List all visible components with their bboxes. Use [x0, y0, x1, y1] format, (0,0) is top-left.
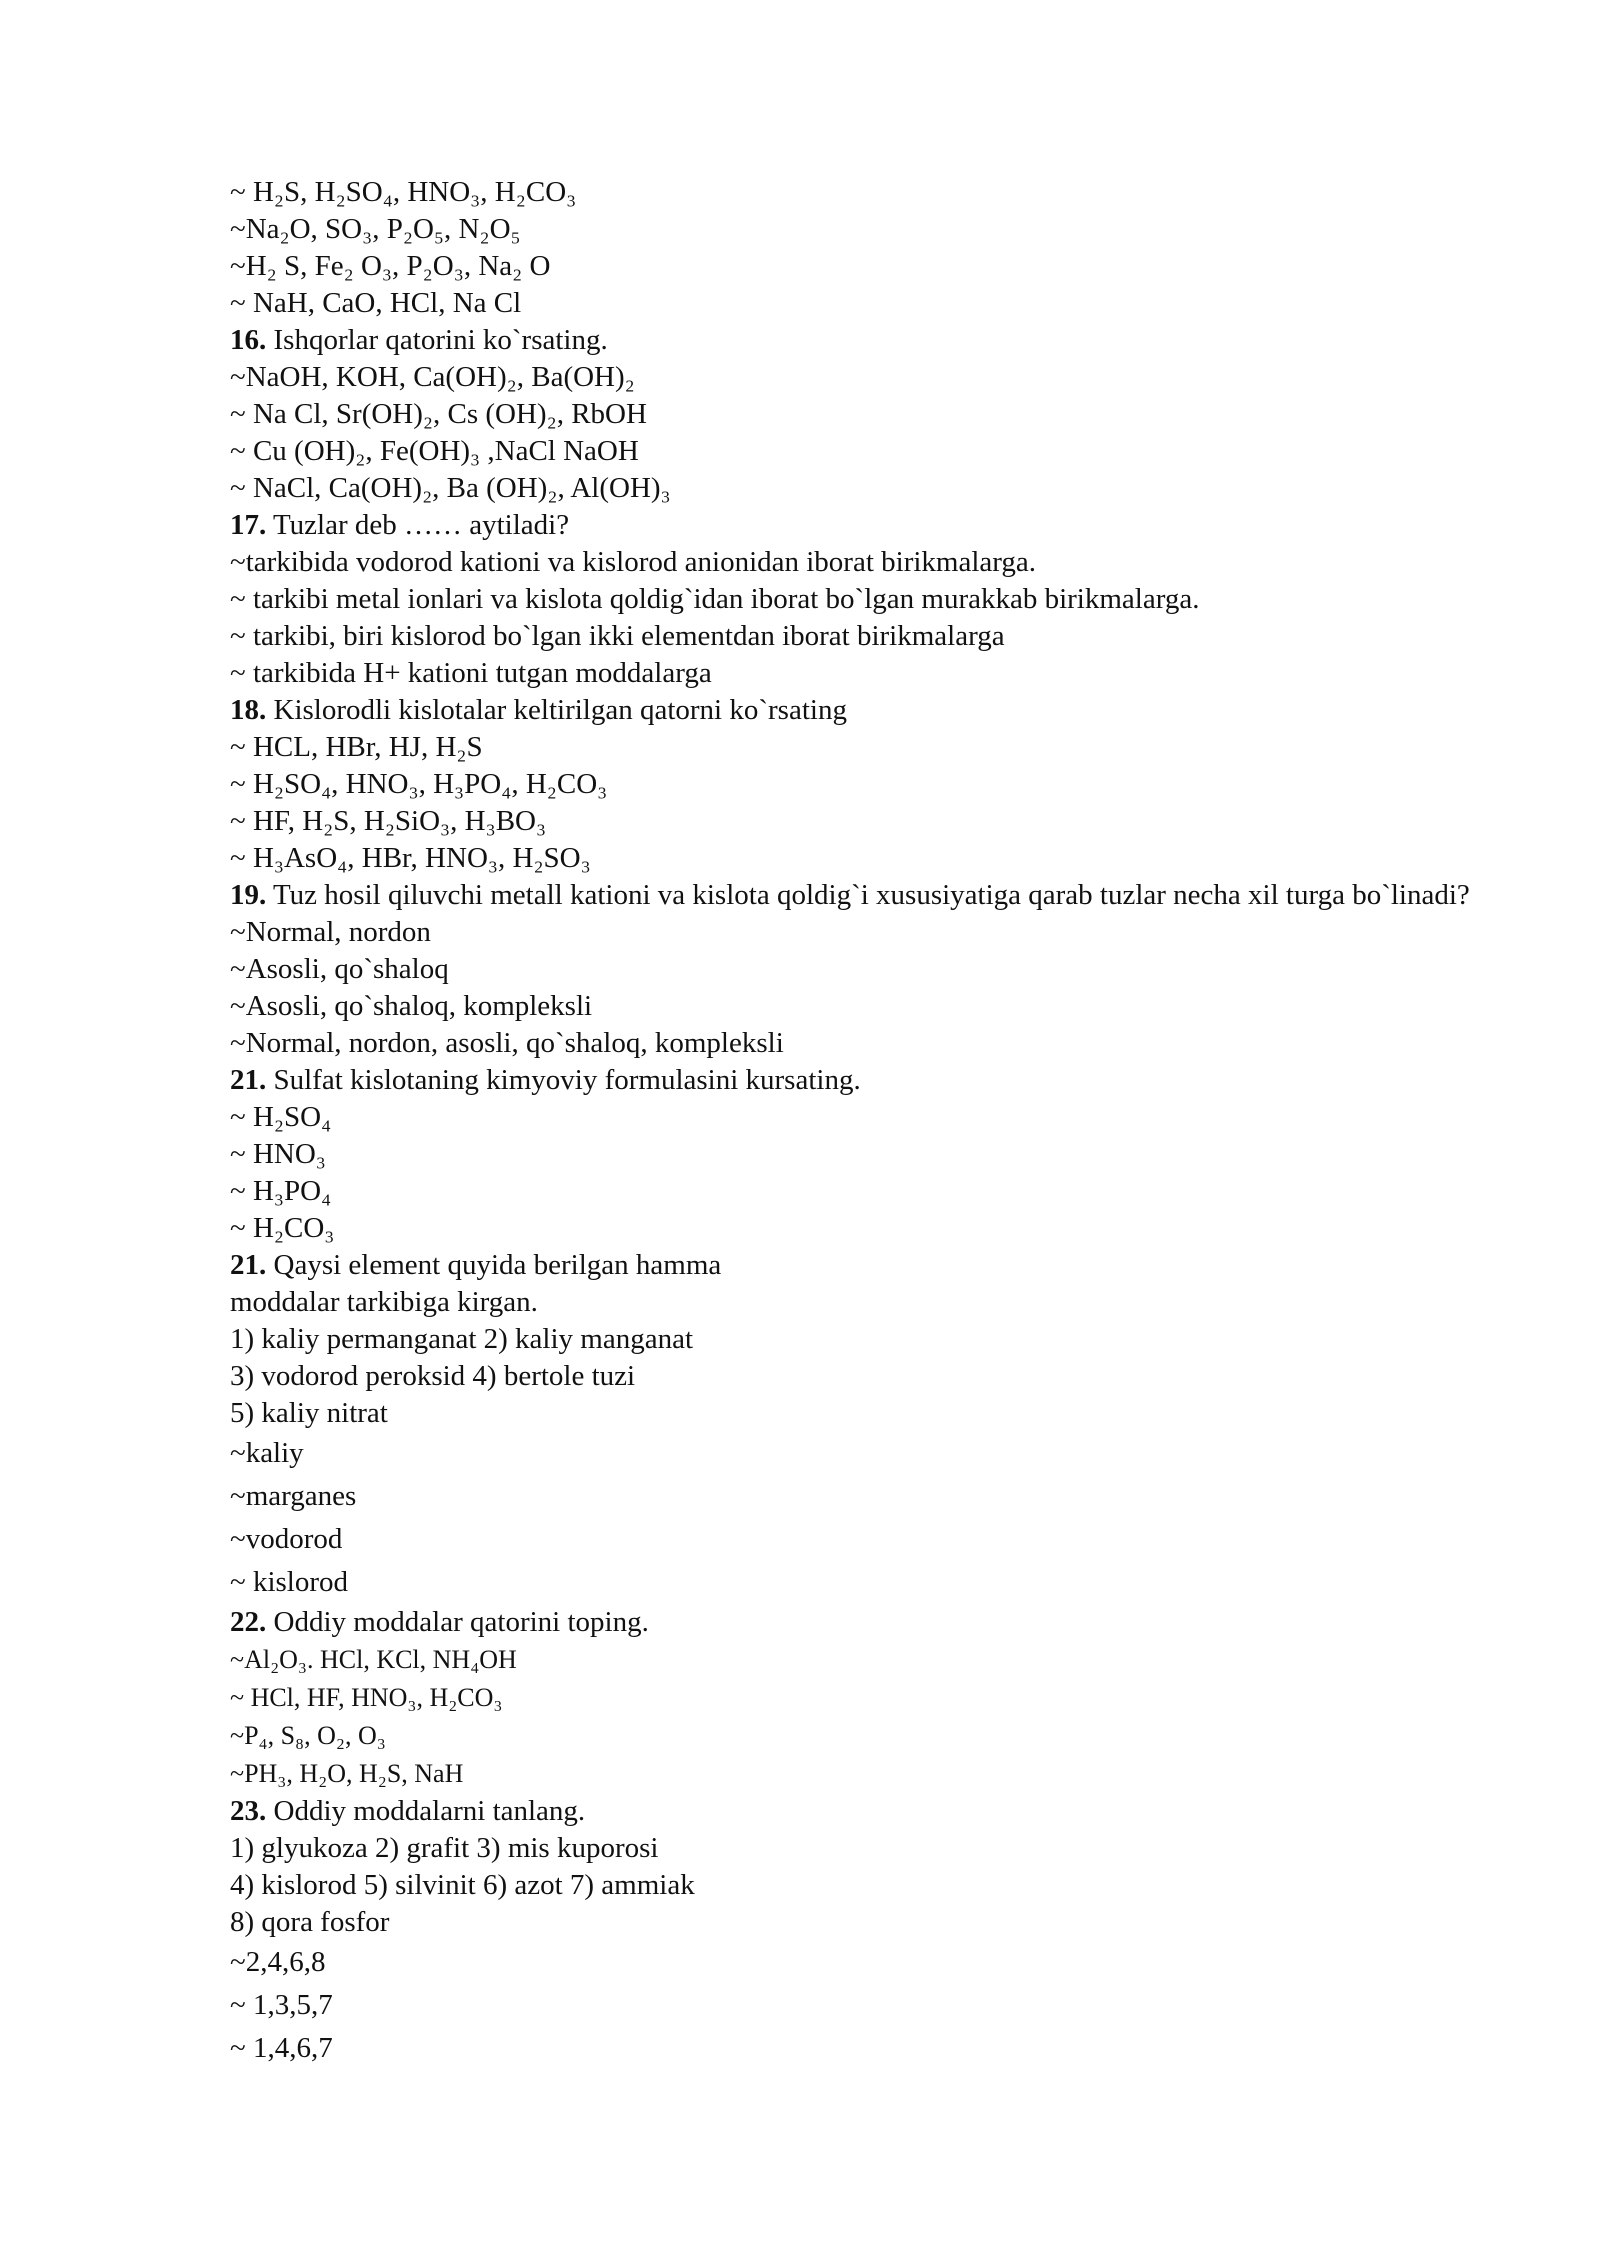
- answer-option: ~ HCl, HF, HNO₃, H₂CO₃: [230, 1683, 503, 1712]
- question-text: Tuz hosil qiluvchi metall kationi va kislota qoldig`i xususiyatiga qarab tuzlar necha xil turga bo`linadi?: [266, 879, 1470, 911]
- answer-option: ~ H₃PO₄: [230, 1175, 332, 1207]
- answer-option: ~kaliy: [230, 1437, 304, 1469]
- answer-option: ~P₄, S₈, O₂, O₃: [230, 1721, 386, 1750]
- answer-option: moddalar tarkibiga kirgan.: [230, 1286, 538, 1318]
- answer-option: 1) glyukoza 2) grafit 3) mis kuporosi: [230, 1832, 659, 1864]
- question-number: 21.: [230, 1064, 267, 1096]
- answer-option: ~NaOH, KOH, Ca(OH)₂, Ba(OH)₂: [230, 361, 635, 393]
- answer-option: ~ kislorod: [230, 1566, 348, 1598]
- answer-option: ~ NaCl, Ca(OH)₂, Ba (OH)₂, Al(OH)₃: [230, 472, 671, 504]
- answer-option: ~H₂ S, Fe₂ O₃, P₂O₃, Na₂ O: [230, 250, 551, 282]
- question-text: Oddiy moddalarni tanlang.: [266, 1795, 586, 1827]
- answer-option: ~ 1,4,6,7: [230, 2032, 333, 2064]
- answer-option: ~ tarkibi metal ionlari va kislota qoldig`idan iborat bo`lgan murakkab birikmalarga.: [230, 583, 1200, 615]
- answer-option: ~ Na Cl, Sr(OH)₂, Cs (OH)₂, RbOH: [230, 398, 647, 430]
- question-heading: [230, 1062, 1530, 1099]
- question-number: 23.: [230, 1795, 267, 1827]
- question-text: Tuzlar deb …… aytiladi?: [266, 509, 570, 541]
- quiz-content: [230, 174, 1530, 2070]
- question-heading: [230, 1604, 1530, 1641]
- answer-option: ~ 1,3,5,7: [230, 1989, 333, 2021]
- answer-option: ~ HF, H₂S, H₂SiO₃, H₃BO₃: [230, 805, 547, 837]
- answer-option: ~tarkibida vodorod kationi va kislorod anionidan iborat birikmalarga.: [230, 546, 1037, 578]
- question-heading: [230, 877, 1530, 914]
- answer-option: ~ H₃AsO₄, HBr, HNO₃, H₂SO₃: [230, 842, 591, 874]
- answer-option: ~Normal, nordon: [230, 916, 431, 948]
- question-number: 17.: [230, 509, 267, 541]
- answer-option: ~Na₂O, SO₃, P₂O₅, N₂O₅: [230, 213, 521, 245]
- answer-option: 8) qora fosfor: [230, 1906, 390, 1938]
- answer-option: ~ H₂SO₄, HNO₃, H₃PO₄, H₂CO₃: [230, 768, 608, 800]
- answer-option: ~ tarkibida H+ kationi tutgan moddalarga: [230, 657, 712, 689]
- question-number: 16.: [230, 324, 267, 356]
- answer-option: ~ H₂SO₄: [230, 1101, 332, 1133]
- answer-option: ~ NaH, CaO, HCl, Na Cl: [230, 287, 522, 319]
- answer-option: ~Asosli, qo`shaloq: [230, 953, 449, 985]
- answer-option: 1) kaliy permanganat 2) kaliy manganat: [230, 1323, 694, 1355]
- question-heading: [230, 1247, 1530, 1284]
- question-heading: [230, 322, 1530, 359]
- answer-option: ~vodorod: [230, 1523, 343, 1555]
- answer-option: ~Normal, nordon, asosli, qo`shaloq, kompleksli: [230, 1027, 784, 1059]
- question-text: Sulfat kislotaning kimyoviy formulasini kursating.: [266, 1064, 861, 1096]
- question-number: 21.: [230, 1249, 267, 1281]
- question-text: Oddiy moddalar qatorini toping.: [266, 1606, 649, 1638]
- answer-option: ~ HNO₃: [230, 1138, 326, 1170]
- question-number: 22.: [230, 1606, 267, 1638]
- answer-option: ~ Cu (OH)₂, Fe(OH)₃ ,NaCl NaOH: [230, 435, 639, 467]
- question-heading: [230, 1793, 1530, 1830]
- answer-option: ~ tarkibi, biri kislorod bo`lgan ikki elementdan iborat birikmalarga: [230, 620, 1005, 652]
- answer-option: ~Al₂O₃. HCl, KCl, NH₄OH: [230, 1645, 517, 1674]
- answer-option: 4) kislorod 5) silvinit 6) azot 7) ammiak: [230, 1869, 695, 1901]
- answer-option: ~2,4,6,8: [230, 1946, 326, 1978]
- answer-option: ~PH₃, H₂O, H₂S, NaH: [230, 1759, 464, 1788]
- answer-option: 3) vodorod peroksid 4) bertole tuzi: [230, 1360, 636, 1392]
- answer-option: ~ H₂S, H₂SO₄, HNO₃, H₂CO₃: [230, 176, 577, 208]
- answer-option: ~marganes: [230, 1480, 357, 1512]
- question-text: Qaysi element quyida berilgan hamma: [266, 1249, 722, 1281]
- answer-option: ~ HCL, HBr, HJ, H₂S: [230, 731, 483, 763]
- question-number: 18.: [230, 694, 267, 726]
- question-heading: [230, 692, 1530, 729]
- question-text: Ishqorlar qatorini ko`rsating.: [266, 324, 608, 356]
- answer-option: ~Asosli, qo`shaloq, kompleksli: [230, 990, 593, 1022]
- question-number: 19.: [230, 879, 267, 911]
- answer-option: ~ H₂CO₃: [230, 1212, 335, 1244]
- question-text: Kislorodli kislotalar keltirilgan qatorni ko`rsating: [266, 694, 847, 726]
- answer-option: 5) kaliy nitrat: [230, 1397, 388, 1429]
- question-heading: [230, 507, 1530, 544]
